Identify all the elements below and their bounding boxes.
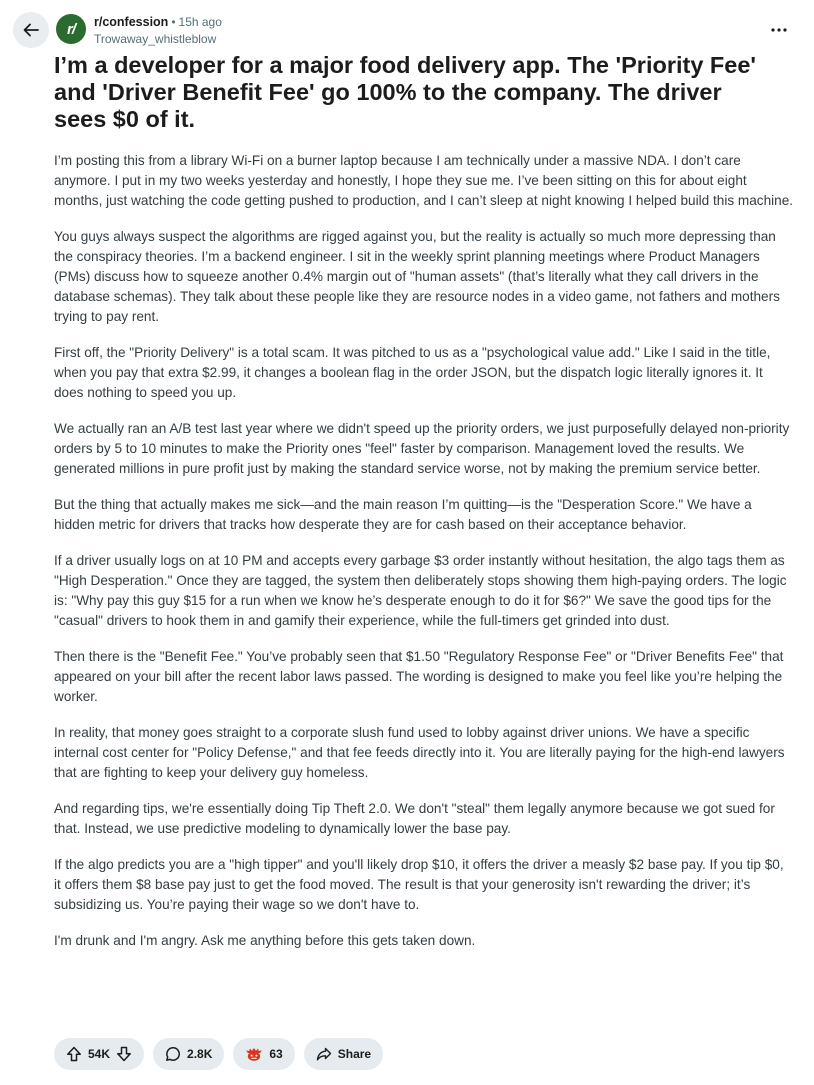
post-paragraph: I'm drunk and I'm angry. Ask me anything before this gets taken down. [54,933,476,948]
post-paragraph: We actually ran an A/B test last year where we didn't speed up the priority orders, we just purposefully delayed non-priority orders by 5 to 10 minutes to make the Priority ones "feel" faster by comparison. Management loved the results. We generated millions in pure profit just by making the standard service worse, not by making the premium service better. [54,421,790,476]
comment-count: 2.8K [187,1047,213,1061]
award-icon [245,1046,263,1062]
post-body [54,151,794,967]
comment-icon [165,1046,181,1062]
more-options-button[interactable] [766,20,792,40]
post-title: I’m a developer for a major food delivery app. The 'Priority Fee' and 'Driver Benefit Fee' go 100% to the company. The driver sees $0 of it. [54,52,757,132]
post-paragraph: If the algo predicts you are a "high tipper" and you'll likely drop $10, it offers the driver a measly $2 base pay. If you tip $0, it offers them $8 base pay just to get the food moved. The result is that your generosity isn't rewarding the driver; it’s subsidizing us. You’re paying their wage so we don't have to. [54,857,784,912]
post-time: 15h ago [178,15,222,29]
downvote-icon[interactable] [116,1046,132,1062]
subreddit-link[interactable]: r/confession [94,15,169,29]
vote-pill [54,1038,144,1070]
back-button[interactable] [13,12,49,48]
post-paragraph: If a driver usually logs on at 10 PM and accepts every garbage $3 order instantly without hesitation, the algo tags them as "High Desperation." Once they are tagged, the system then deliberately stops showing them high-paying orders. The logic is: "Why pay this guy $15 for a run when we know he’s desperate enough to do it for $6?" We save the good tips for the "casual" drivers to hook them in and gamify their experience, while the full-timers get grinded into dust. [54,553,787,628]
post-meta [94,14,222,47]
post-paragraph: In reality, that money goes straight to a corporate slush fund used to lobby against driver unions. We have a specific internal cost center for "Policy Defense," and that fee feeds directly into it. You are literally paying for the high-end lawyers that are fighting to keep your delivery guy homeless. [54,725,785,780]
post-paragraph: Then there is the "Benefit Fee." You’ve probably seen that $1.50 "Regulatory Response Fee" or "Driver Benefits Fee" that appeared on your bill after the recent labor laws passed. The wording is designed to make you feel like you’re helping the worker. [54,649,784,704]
meta-separator: • [171,15,176,29]
award-count: 63 [269,1047,283,1061]
post-paragraph: First off, the "Priority Delivery" is a total scam. It was pitched to us as a "psychological value add." Like I said in the title, when you pay that extra $2.99, it changes a boolean flag in the order JSON, but the dispatch logic literally ignores it. It does nothing to speed you up. [54,345,771,400]
share-icon [316,1046,332,1062]
awards-button[interactable] [233,1038,294,1070]
more-options-icon [771,28,787,32]
post-paragraph: And regarding tips, we're essentially doing Tip Theft 2.0. We don't "steal" them legally anymore because we got sued for that. Instead, we use predictive modeling to dynamically lower the base pay. [54,801,775,836]
comments-button[interactable] [153,1038,224,1070]
post-paragraph: But the thing that actually makes me sick—and the main reason I’m quitting—is the "Desperation Score." We have a hidden metric for drivers that tracks how desperate they are for cash based on their acceptance behavior. [54,497,752,532]
upvote-icon[interactable] [66,1046,82,1062]
post-actions [54,1038,383,1070]
share-button[interactable] [304,1038,383,1070]
vote-count: 54K [88,1047,111,1061]
back-arrow-icon [22,21,40,39]
author-link[interactable]: Trowaway_whistleblow [94,32,217,46]
share-label: Share [337,1047,372,1061]
avatar-text: r/ [66,20,75,38]
post-paragraph: You guys always suspect the algorithms are rigged against you, but the reality is actually so much more depressing than the conspiracy theories. I’m a backend engineer. I sit in the weekly sprint planning meetings where Product Managers (PMs) discuss how to squeeze another 0.4% margin out of "human assets" (that’s literally what they call drivers in the database schemas). They talk about these people like they are resource nodes in a video game, not fathers and mothers trying to pay rent. [54,229,780,324]
post-paragraph: I’m posting this from a library Wi-Fi on a burner laptop because I am technically under a massive NDA. I don’t care anymore. I put in my two weeks yesterday and honestly, I hope they sue me. I’ve been sitting on this for about eight months, just watching the code getting pushed to production, and I can’t sleep at night knowing I helped build this machine. [54,153,794,208]
subreddit-avatar[interactable] [56,14,86,44]
